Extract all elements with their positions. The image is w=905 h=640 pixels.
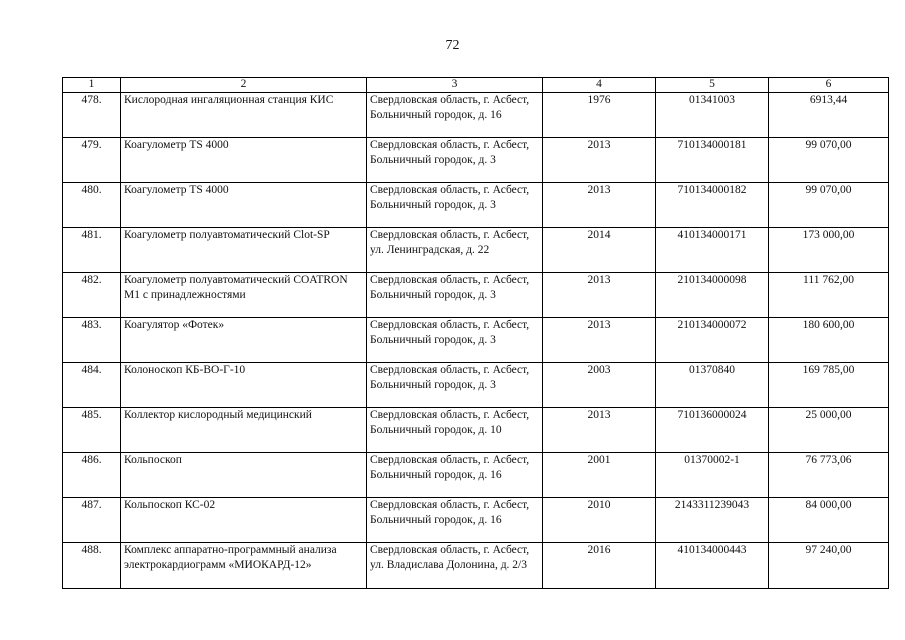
row-cost: 25 000,00	[769, 408, 889, 453]
row-year: 2013	[543, 183, 656, 228]
row-name: Кольпоскоп	[121, 453, 367, 498]
row-cost: 84 000,00	[769, 498, 889, 543]
table-row	[63, 93, 889, 138]
row-inventory-number: 410134000443	[656, 543, 769, 589]
row-address: Свердловская область, г. Асбест, ул. Владислава Долонина, д. 2/3	[367, 543, 543, 589]
table-header-row	[63, 78, 889, 93]
row-name: Коагулометр полуавтоматический COATRON M1 с принадлежностями	[121, 273, 367, 318]
row-number: 482.	[63, 273, 121, 318]
row-number: 483.	[63, 318, 121, 363]
row-address: Свердловская область, г. Асбест, Больничный городок, д. 3	[367, 318, 543, 363]
table-row	[63, 543, 889, 589]
row-year: 2013	[543, 273, 656, 318]
table-row	[63, 453, 889, 498]
row-number: 486.	[63, 453, 121, 498]
row-number: 479.	[63, 138, 121, 183]
row-cost: 180 600,00	[769, 318, 889, 363]
row-inventory-number: 710136000024	[656, 408, 769, 453]
row-year: 1976	[543, 93, 656, 138]
row-name: Комплекс аппаратно-программный анализа электрокардиограмм «МИОКАРД-12»	[121, 543, 367, 589]
row-year: 2001	[543, 453, 656, 498]
row-address: Свердловская область, г. Асбест, Больничный городок, д. 3	[367, 183, 543, 228]
inventory-table	[62, 77, 889, 589]
row-address: Свердловская область, г. Асбест, Больничный городок, д. 16	[367, 93, 543, 138]
row-year: 2013	[543, 408, 656, 453]
table-row	[63, 363, 889, 408]
table-row	[63, 183, 889, 228]
row-cost: 76 773,06	[769, 453, 889, 498]
row-name: Кислородная ингаляционная станция КИС	[121, 93, 367, 138]
row-number: 484.	[63, 363, 121, 408]
row-inventory-number: 01370002-1	[656, 453, 769, 498]
row-number: 488.	[63, 543, 121, 589]
row-inventory-number: 01370840	[656, 363, 769, 408]
row-year: 2003	[543, 363, 656, 408]
column-header-cost: 6	[769, 78, 889, 93]
row-inventory-number: 210134000072	[656, 318, 769, 363]
column-header-number: 1	[63, 78, 121, 93]
row-year: 2016	[543, 543, 656, 589]
row-name: Коагулометр TS 4000	[121, 183, 367, 228]
row-address: Свердловская область, г. Асбест, Больничный городок, д. 3	[367, 138, 543, 183]
row-name: Коагулометр полуавтоматический Clot-SP	[121, 228, 367, 273]
row-address: Свердловская область, г. Асбест, ул. Ленинградская, д. 22	[367, 228, 543, 273]
row-name: Кольпоскоп КС-02	[121, 498, 367, 543]
row-cost: 97 240,00	[769, 543, 889, 589]
row-number: 478.	[63, 93, 121, 138]
column-header-address: 3	[367, 78, 543, 93]
row-inventory-number: 410134000171	[656, 228, 769, 273]
table-row	[63, 273, 889, 318]
row-address: Свердловская область, г. Асбест, Больничный городок, д. 16	[367, 498, 543, 543]
row-cost: 99 070,00	[769, 138, 889, 183]
table-row	[63, 408, 889, 453]
row-address: Свердловская область, г. Асбест, Больничный городок, д. 10	[367, 408, 543, 453]
row-inventory-number: 710134000182	[656, 183, 769, 228]
table-row	[63, 318, 889, 363]
row-name: Коагулятор «Фотек»	[121, 318, 367, 363]
row-inventory-number: 01341003	[656, 93, 769, 138]
row-inventory-number: 2143311239043	[656, 498, 769, 543]
row-number: 481.	[63, 228, 121, 273]
table-row	[63, 228, 889, 273]
row-year: 2014	[543, 228, 656, 273]
row-name: Колоноскоп КБ-ВО-Г-10	[121, 363, 367, 408]
row-number: 487.	[63, 498, 121, 543]
table-row	[63, 138, 889, 183]
row-address: Свердловская область, г. Асбест, Больничный городок, д. 3	[367, 273, 543, 318]
row-inventory-number: 210134000098	[656, 273, 769, 318]
row-cost: 173 000,00	[769, 228, 889, 273]
row-address: Свердловская область, г. Асбест, Больничный городок, д. 16	[367, 453, 543, 498]
row-cost: 99 070,00	[769, 183, 889, 228]
row-number: 485.	[63, 408, 121, 453]
row-inventory-number: 710134000181	[656, 138, 769, 183]
row-year: 2013	[543, 318, 656, 363]
row-cost: 169 785,00	[769, 363, 889, 408]
row-name: Коллектор кислородный медицинский	[121, 408, 367, 453]
column-header-year: 4	[543, 78, 656, 93]
row-address: Свердловская область, г. Асбест, Больничный городок, д. 3	[367, 363, 543, 408]
page-number: 72	[445, 38, 460, 53]
table-row	[63, 498, 889, 543]
column-header-name: 2	[121, 78, 367, 93]
row-cost: 6913,44	[769, 93, 889, 138]
row-number: 480.	[63, 183, 121, 228]
row-name: Коагулометр TS 4000	[121, 138, 367, 183]
row-year: 2013	[543, 138, 656, 183]
column-header-inventory: 5	[656, 78, 769, 93]
row-cost: 111 762,00	[769, 273, 889, 318]
row-year: 2010	[543, 498, 656, 543]
